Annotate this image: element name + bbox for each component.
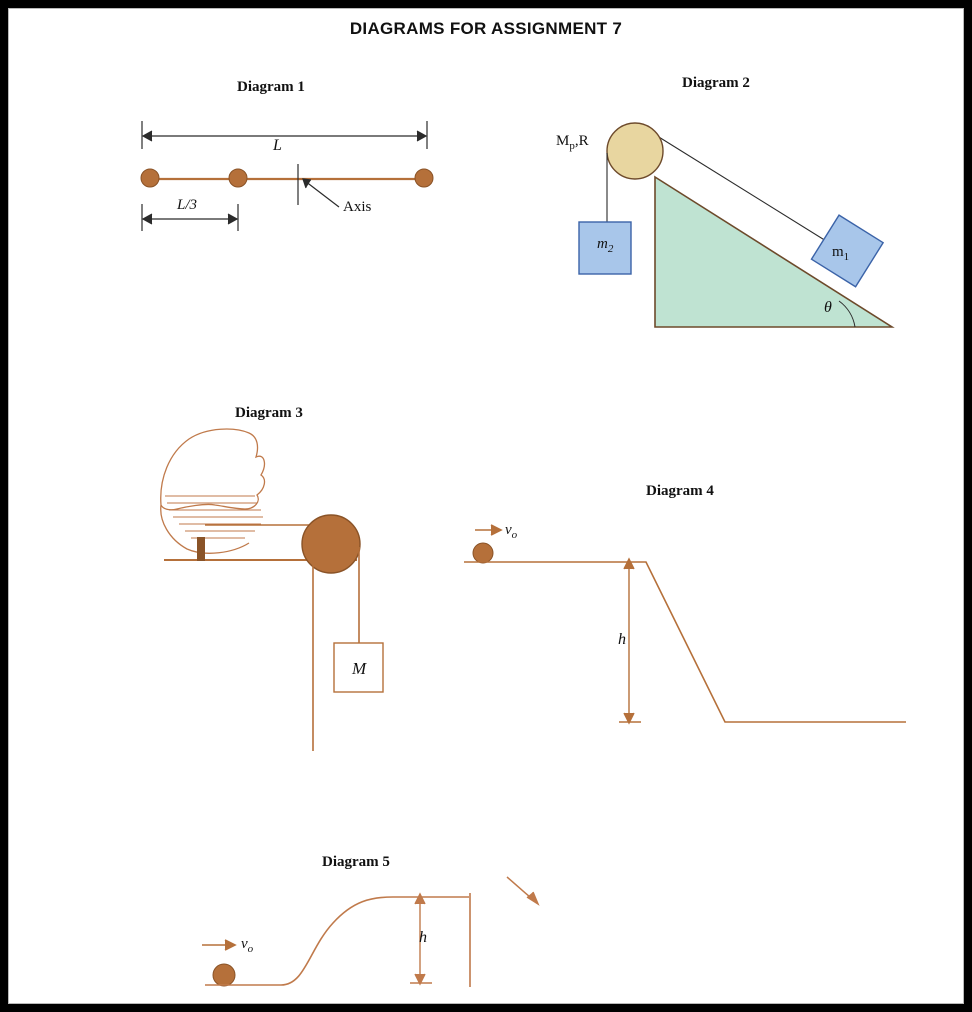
- diagram-5-title: Diagram 5: [322, 854, 390, 870]
- diagram-5-initial-velocity-label: $v_o$: [241, 936, 254, 955]
- diagram-5-height-label: h: [419, 929, 427, 946]
- diagram-5-drawing: [9, 9, 964, 1004]
- diagram-2-title: Diagram 2: [682, 75, 750, 91]
- diagram-2-incline-mass-label: $m_1$: [832, 244, 850, 263]
- diagram-4-title: Diagram 4: [646, 483, 714, 499]
- diagram-1-third-length-label: L/3: [177, 197, 198, 213]
- diagram-1-title: Diagram 1: [237, 79, 305, 95]
- diagram-4-initial-velocity-label: $v_o$: [505, 522, 518, 541]
- diagram-2-angle-label: θ: [824, 299, 832, 316]
- diagram-4-height-label: h: [618, 631, 626, 648]
- diagram-2-pulley-label: $M_p,R$: [556, 133, 589, 152]
- diagram-1-axis-label: Axis: [343, 199, 372, 215]
- diagram-2-hanging-mass-label: $m_2$: [597, 236, 614, 255]
- diagram-3-title: Diagram 3: [235, 405, 303, 421]
- diagram-1-length-label: L: [273, 137, 282, 154]
- page-title: DIAGRAMS FOR ASSIGNMENT 7: [349, 19, 623, 38]
- diagram-sheet: [8, 8, 964, 1004]
- diagram-3-hanging-block-label: M: [352, 659, 367, 678]
